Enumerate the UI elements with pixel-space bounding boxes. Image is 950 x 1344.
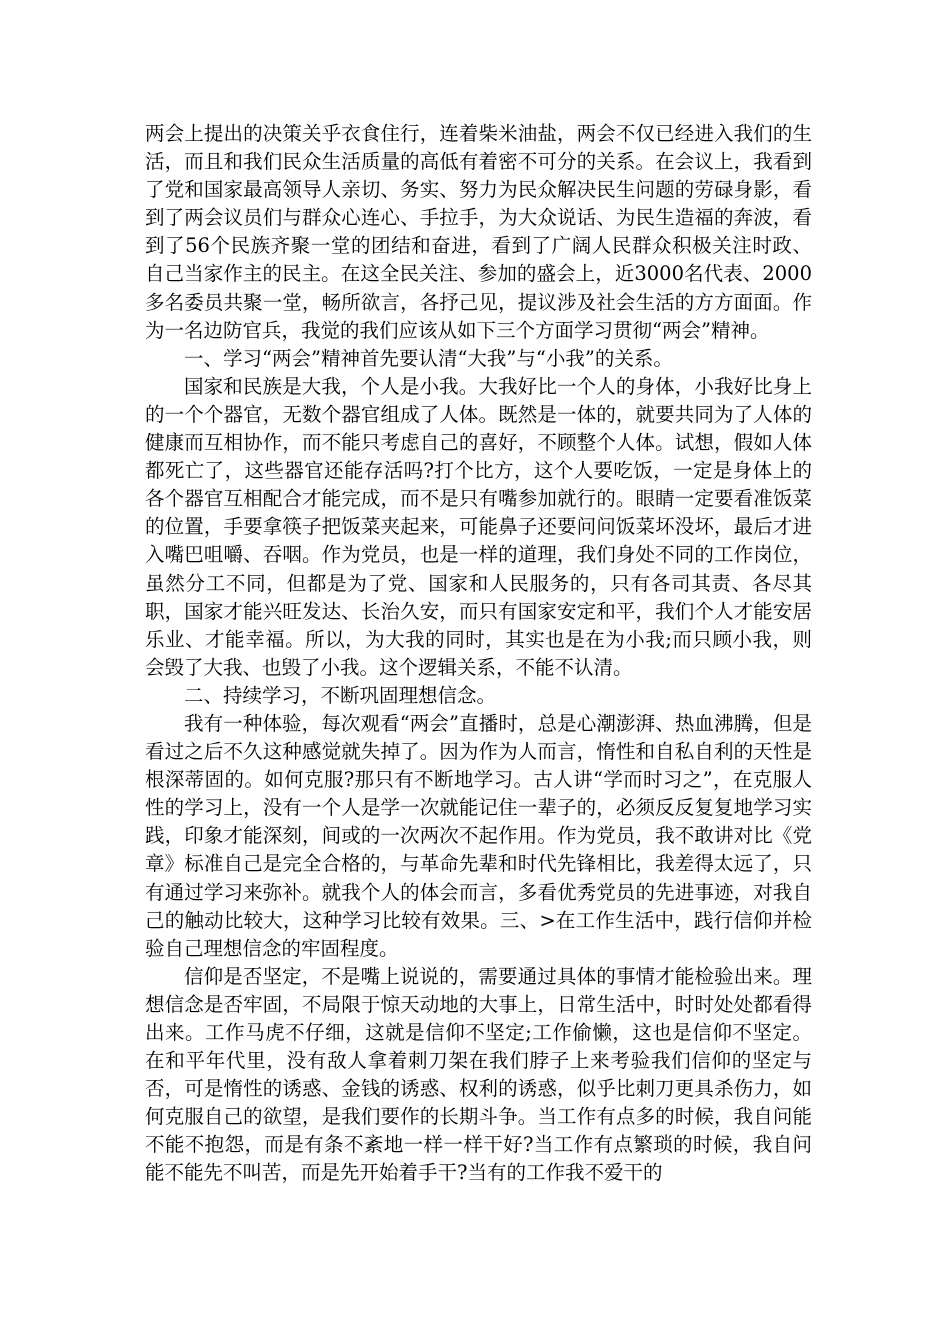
heading-point-two: 二、持续学习，不断巩固理想信念。: [184, 683, 497, 707]
heading-point-one: 一、学习“两会”精神首先要认清“大我”与“小我”的关系。: [184, 346, 673, 370]
document-page: [145, 120, 812, 1188]
paragraph-big-self-small-self: 国家和民族是大我，个人是小我。大我好比一个人的身体，小我好比身上的一个个器官，无数个器官组成了人体。既然是一体的，就要共同为了人体的健康而互相协作，而不能只考虑自己的喜好，不顾整个人体。试想，假如人体都死亡了，这些器官还能存活吗?打个比方，这个人要吃饭，一定是身体上的各个器官互相配合才能完成，而不是只有嘴参加就行的。眼睛一定要看准饭菜的位置，手要拿筷子把饭菜夹起来，可能鼻子还要问问饭菜坏没坏，最后才进入嘴巴咀嚼、吞咽。作为党员，也是一样的道理，我们身处不同的工作岗位，虽然分工不同，但都是为了党、国家和人民服务的，只有各司其责、各尽其职，国家才能兴旺发达、长治久安，而只有国家安定和平，我们个人才能安居乐业、才能幸福。所以，为大我的同时，其实也是在为小我;而只顾小我，则会毁了大我、也毁了小我。这个逻辑关系，不能不认清。: [145, 374, 812, 679]
paragraph-intro: 两会上提出的决策关乎衣食住行，连着柴米油盐，两会不仅已经进入我们的生活，而且和我们民众生活质量的高低有着密不可分的关系。在会议上，我看到了党和国家最高领导人亲切、务实、努力为民众解决民生问题的劳碌身影，看到了两会议员们与群众心连心、手拉手，为大众说话、为民生造福的奔波，看到了56个民族齐聚一堂的团结和奋进，看到了广阔人民群众积极关注时政、自己当家作主的民主。在这全民关注、参加的盛会上，近3000名代表、2000多名委员共聚一堂，畅所欲言，各抒己见，提议涉及社会生活的方方面面。作为一名边防官兵，我觉的我们应该从如下三个方面学习贯彻“两会”精神。: [145, 122, 812, 342]
paragraph-continuous-study: 我有一种体验，每次观看“两会”直播时，总是心潮澎湃、热血沸腾，但是看过之后不久这种感觉就失掉了。因为作为人而言，惰性和自私自利的天性是根深蒂固的。如何克服?那只有不断地学习。古人讲“学而时习之”，在克服人性的学习上，没有一个人是学一次就能记住一辈子的，必须反反复复地学习实践，印象才能深刻，间或的一次两次不起作用。作为党员，我不敢讲对比《党章》标准自己是完全合格的，与革命先辈和时代先锋相比，我差得太远了，只有通过学习来弥补。就我个人的体会而言，多看优秀党员的先进事迹，对我自己的触动比较大，这种学习比较有效果。三、>在工作生活中，践行信仰并检验自己理想信念的牢固程度。: [145, 711, 812, 960]
paragraph-faith-practice: 信仰是否坚定，不是嘴上说说的，需要通过具体的事情才能检验出来。理想信念是否牢固，不局限于惊天动地的大事上，日常生活中，时时处处都看得出来。工作马虎不仔细，这就是信仰不坚定;工作偷懒，这也是信仰不坚定。在和平年代里，没有敌人拿着刺刀架在我们脖子上来考验我们信仰的坚定与否，可是惰性的诱惑、金钱的诱惑、权利的诱惑，似乎比刺刀更具杀伤力，如何克服自己的欲望，是我们要作的长期斗争。当工作有点多的时候，我自问能不能不抱怨，而是有条不紊地一样一样干好?当工作有点繁琐的时候，我自问能不能先不叫苦，而是先开始着手干?当有的工作我不爱干的: [145, 964, 812, 1185]
